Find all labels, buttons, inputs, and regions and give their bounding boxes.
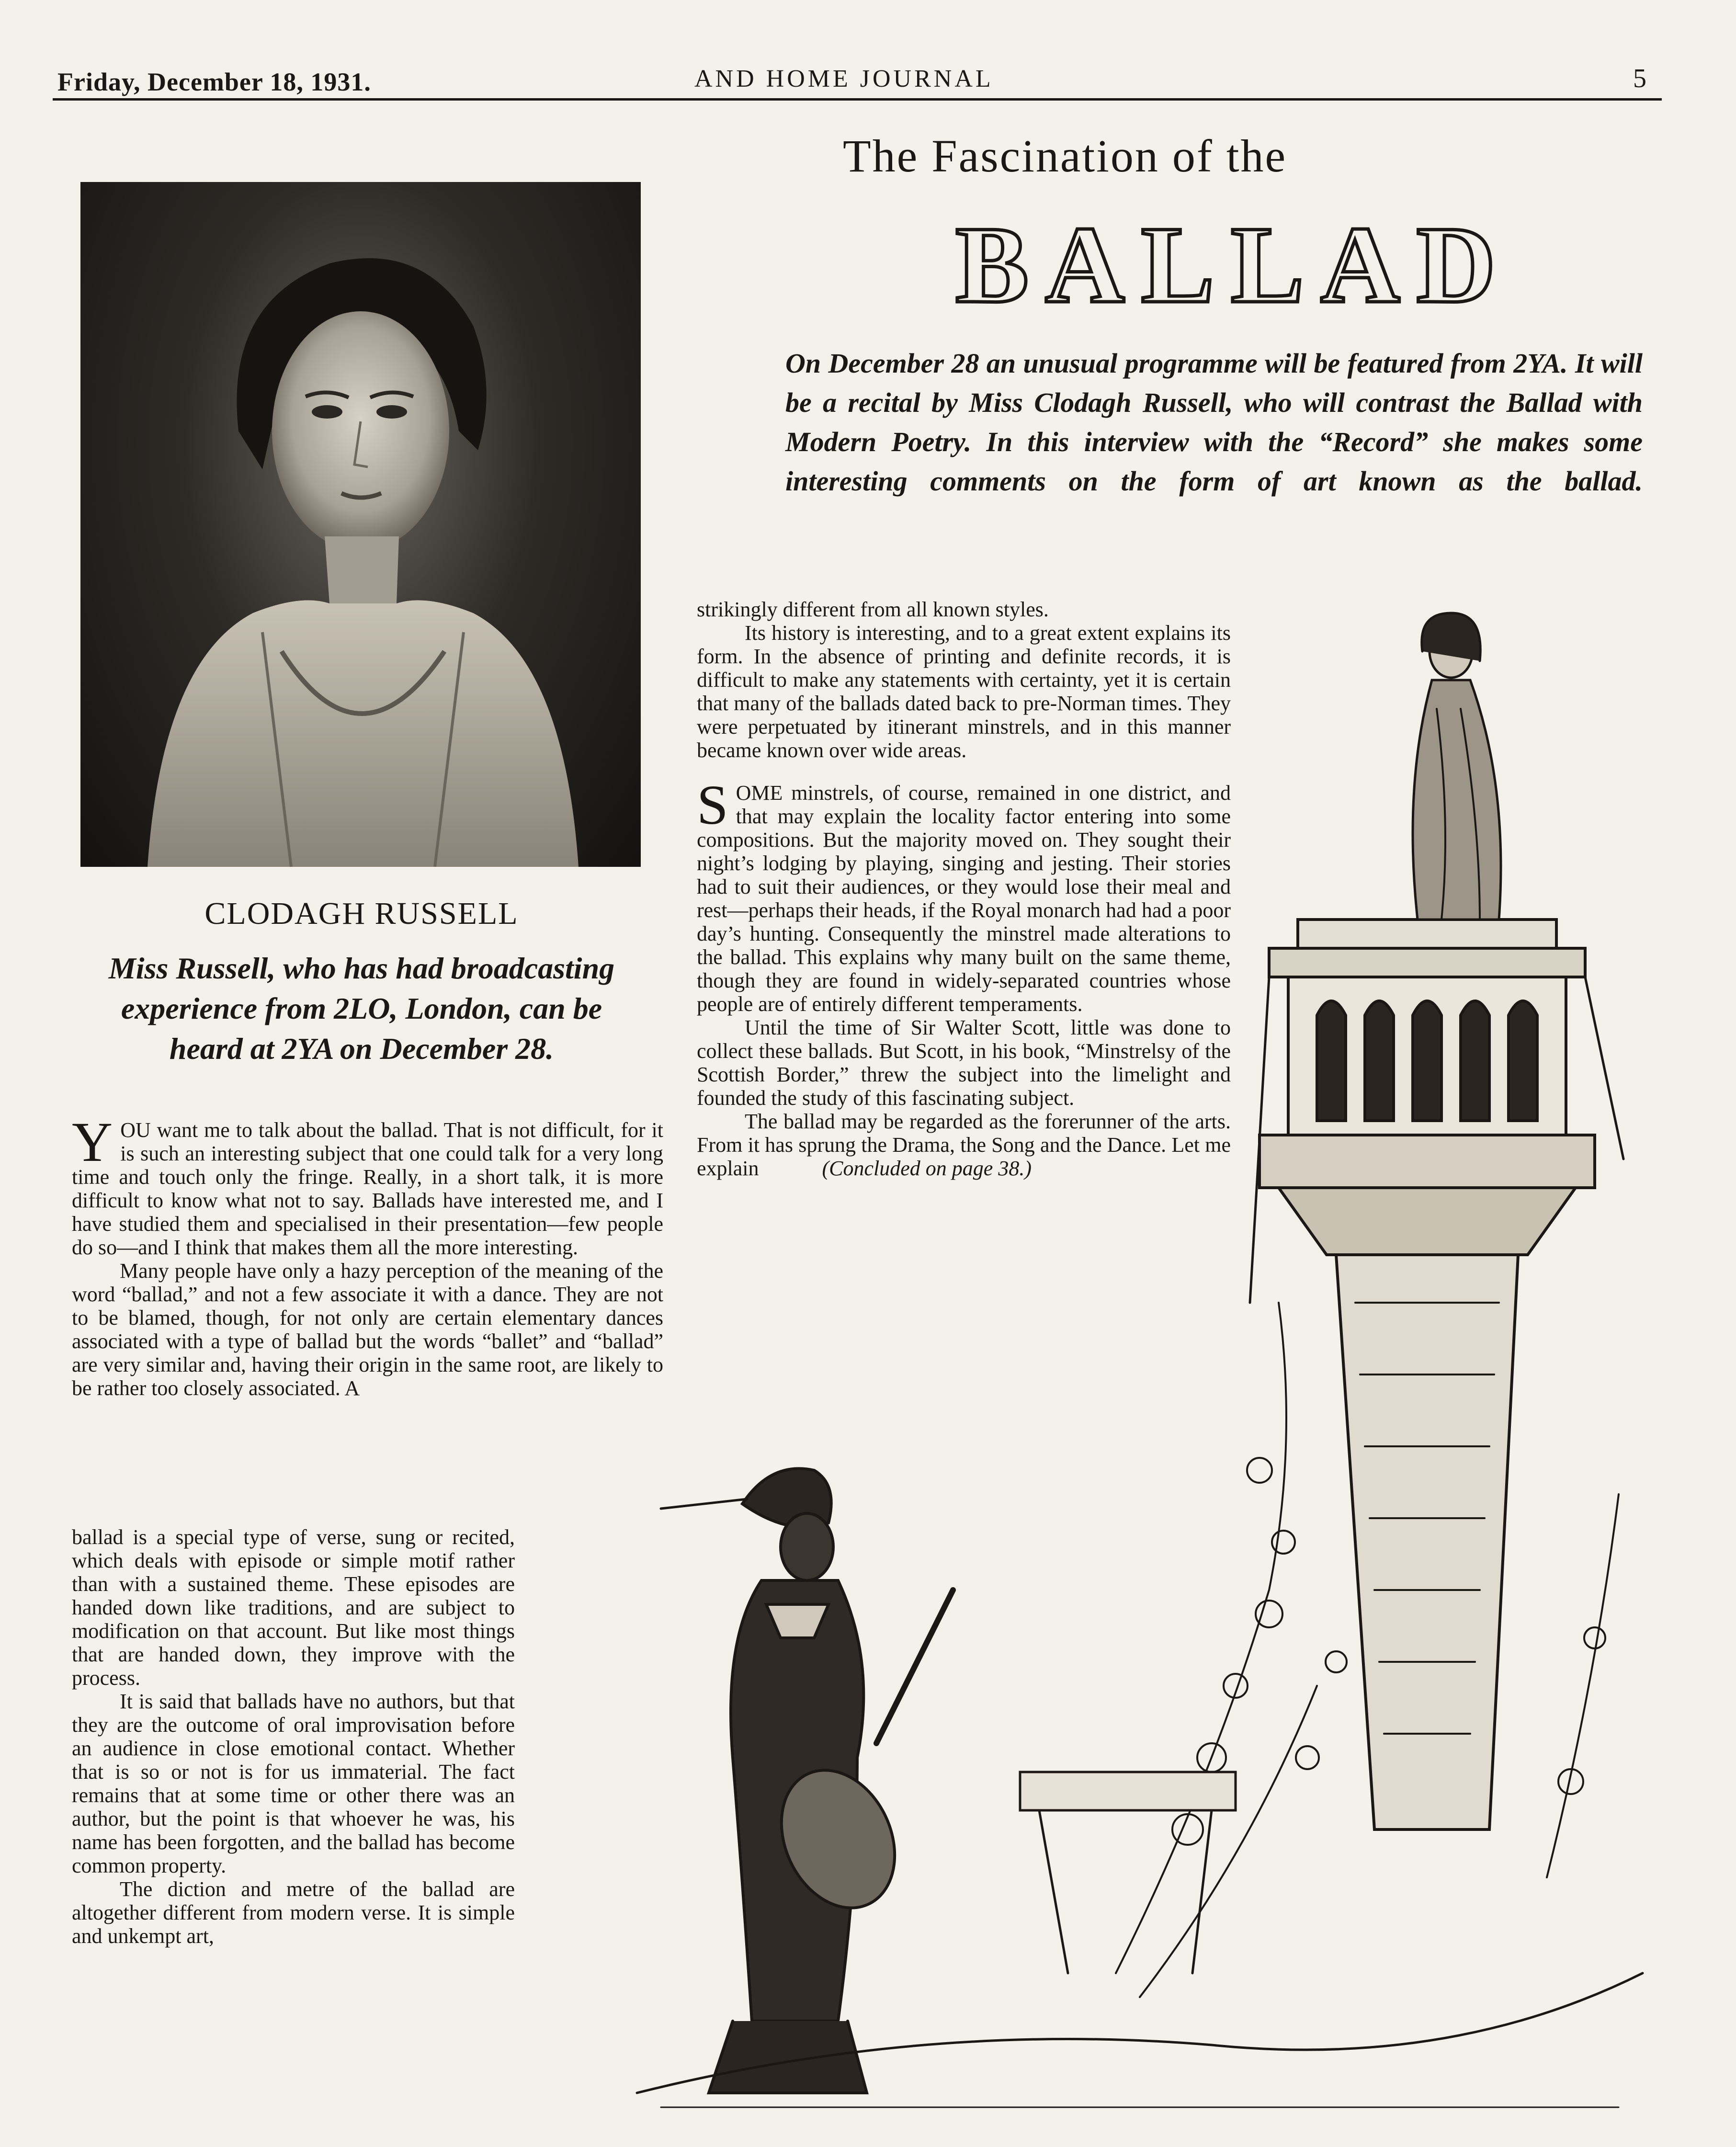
caption-name: CLODAGH RUSSELL bbox=[204, 896, 519, 931]
article-paragraph: ballad is a special type of verse, sung or recited, which deals with episode or simple motif rather than with a sustained theme. These episodes are handed down like traditions, and are subject to modification on that account. But like most things that are handed down, they improve with the process. bbox=[72, 1525, 515, 1690]
header-rule bbox=[53, 98, 1662, 101]
stone-bench bbox=[1020, 1772, 1236, 1810]
lady-figure bbox=[1413, 613, 1501, 920]
article-paragraph: SOME minstrels, of course, remained in one district, and that may explain the locality factor entering into some compositions. But the majority moved on. They sought their night’s lodging by playing, singing and jesting. Their stories had to suit their audiences, or they would lose their meal and rest—perhaps their heads, if the Royal monarch had had a poor day’s hunting. Consequently the minstrel made alterations to the ballad. This explains why many built on the same theme, though they are found in widely-separated countries whose people are of entirely different temperaments. bbox=[697, 773, 1231, 1016]
balcony-tower bbox=[1250, 920, 1623, 1829]
article-column-left-narrow bbox=[72, 1525, 515, 1948]
article-paragraph: Until the time of Sir Walter Scott, little was done to collect these ballads. But Scott, in his book, “Minstrelsy of the Scottish Border,” threw the subject into the limelight and founded the study of this fascinating subject. bbox=[697, 1016, 1231, 1110]
article-paragraph: strikingly different from all known styles. bbox=[697, 598, 1049, 621]
portrait-photo bbox=[80, 182, 641, 867]
title-line-2: BALLAD bbox=[955, 204, 1512, 326]
article-paragraph: Its history is interesting, and to a great extent explains its form. In the absence of printing and definite records, it is difficult to make any statements with certainty, yet it is certain that many of the ballads dated back to pre-Norman times. They were perpetuated by itinerant minstrels, and in this manner became known over wide areas. bbox=[697, 621, 1231, 762]
minstrel-illustration bbox=[589, 584, 1662, 2117]
minstrel-figure bbox=[661, 1468, 953, 2093]
article-paragraph: Many people have only a hazy perception of the meaning of the word “ballad,” and not a few associate it with a dance. They are not to be blamed, though, for not only are certain elementary dances associated with a type of ballad but the words “ballet” and “ballad” are very similar and, having their origin in the same root, are likely to be rather too closely associated. A bbox=[72, 1259, 663, 1400]
title-line-1: The Fascination of the bbox=[843, 130, 1287, 182]
journal-name: AND HOME JOURNAL bbox=[694, 65, 994, 92]
page-number: 5 bbox=[1633, 64, 1647, 93]
drop-cap: Y bbox=[72, 1111, 113, 1173]
intro-text: On December 28 an unusual programme will be featured from 2YA. It will be a recital by Miss Clodagh Russell, who will contrast the Ballad with Modern Poetry. In this interview with the “Record” she makes some interesting comments on the form of art known as the ballad. bbox=[785, 348, 1643, 497]
article-column-left bbox=[72, 1111, 663, 1400]
caption-text: Miss Russell, who has had broadcasting experience from 2LO, London, can be heard at 2YA on December 28. bbox=[108, 951, 615, 1066]
continued-note: (Concluded on page 38.) bbox=[822, 1157, 1032, 1180]
article-paragraph: YOU want me to talk about the ballad. That is not difficult, for it is such an interesting subject that one could talk for a very long time and touch only the fringe. Really, in a short talk, it is more difficult to know what not to say. Ballads have interested me, and I have studied them and specialised in their presentation—few people do so—and I think that makes them all the more interesting. bbox=[72, 1111, 663, 1259]
drop-cap: S bbox=[697, 773, 728, 836]
article-paragraph: The ballad may be regarded as the forerunner of the arts. From it has sprung the Drama, the Song and the Dance. Let me explain (Concluded on page 38.) bbox=[697, 1110, 1231, 1180]
article-paragraph: The diction and metre of the ballad are altogether different from modern verse. It is simple and unkempt art, bbox=[72, 1877, 515, 1948]
article-paragraph: It is said that ballads have no authors, but that they are the outcome of oral improvisation before an audience in close emotional contact. Whether that is so or not is for us immaterial. The fact remains that at some time or other there was an author, but the point is that whoever he was, his name has been forgotten, and the ballad has become common property. bbox=[72, 1690, 515, 1877]
issue-date: Friday, December 18, 1931. bbox=[57, 68, 371, 96]
